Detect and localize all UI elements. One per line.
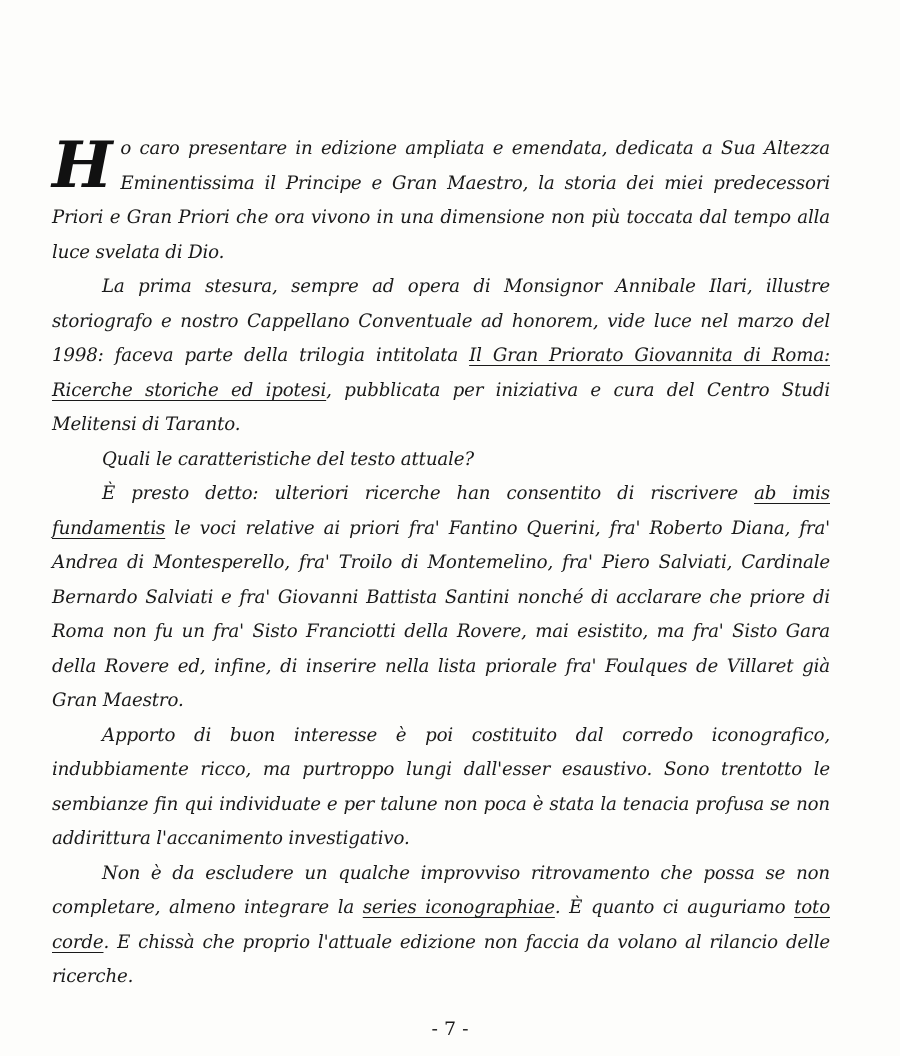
text-run: , pubblicata per iniziativa e cura del Centro Studi Melitensi di Taranto. <box>52 379 830 435</box>
text-run: Apporto di buon interesse è poi costituito dal corredo iconografico, indubbiamente ricco, ma purtroppo lungi dall'esser esaustivo. Sono trentotto le sembianze fin qui individuate e per talune non poca è stata la tenacia profusa se non addirittura l'accanimento investigativo. <box>52 724 830 849</box>
underlined-title: Il Gran Priorato Giovannita di Roma: Ricerche storiche ed ipotesi <box>52 345 830 401</box>
text-run: È presto detto: ulteriori ricerche han consentito di riscrivere <box>102 483 755 504</box>
page-number: - 7 - <box>431 1018 469 1040</box>
text-run: Quali le caratteristiche del testo attuale? <box>102 448 474 470</box>
text-run: La prima stesura, sempre ad opera di Monsignor Annibale Ilari, illustre storiografo e nostro Cappellano Conventuale ad honorem, vide luce nel marzo del 1998: faceva parte della trilogia intitolata <box>52 276 830 366</box>
paragraph <box>52 719 830 857</box>
text-run: o caro presentare in edizione ampliata e emendata, dedicata a Sua Altezza Eminentissima il Principe e Gran Maestro, la storia dei miei predecessori Priori e Gran Priori che ora vivono in una dimensione non più toccata dal tempo alla luce svelata di Dio. <box>52 138 830 263</box>
underlined-title: ab imis fundamentis <box>52 483 830 539</box>
paragraph <box>52 857 830 995</box>
text-run: . E chissà che proprio l'attuale edizione non faccia da volano al rilancio delle ricerche. <box>52 931 830 987</box>
text-run: . È quanto ci auguriamo <box>554 897 795 918</box>
paragraph <box>52 443 830 478</box>
paragraph <box>52 477 830 719</box>
drop-cap: H <box>52 128 113 203</box>
paragraph <box>52 270 830 443</box>
body-text <box>52 128 830 995</box>
paragraph <box>52 128 830 270</box>
underlined-title: toto corde <box>52 897 830 953</box>
text-run: Non è da escludere un qualche improvviso ritrovamento che possa se non completare, almeno integrare la <box>52 862 830 918</box>
underlined-title: series iconographiae <box>362 897 555 918</box>
text-run: le voci relative ai priori fra' Fantino Querini, fra' Roberto Diana, fra' Andrea di Montesperello, fra' Troilo di Montemelino, fra' Piero Salviati, Cardinale Bernardo Salviati e fra' Giovanni Battista Santini nonché di acclarare che priore di Roma non fu un fra' Sisto Franciotti della Rovere, mai esistito, ma fra' Sisto Gara della Rovere ed, infine, di inserire nella lista priorale fra' Foulques de Villaret già Gran Maestro. <box>52 517 830 711</box>
